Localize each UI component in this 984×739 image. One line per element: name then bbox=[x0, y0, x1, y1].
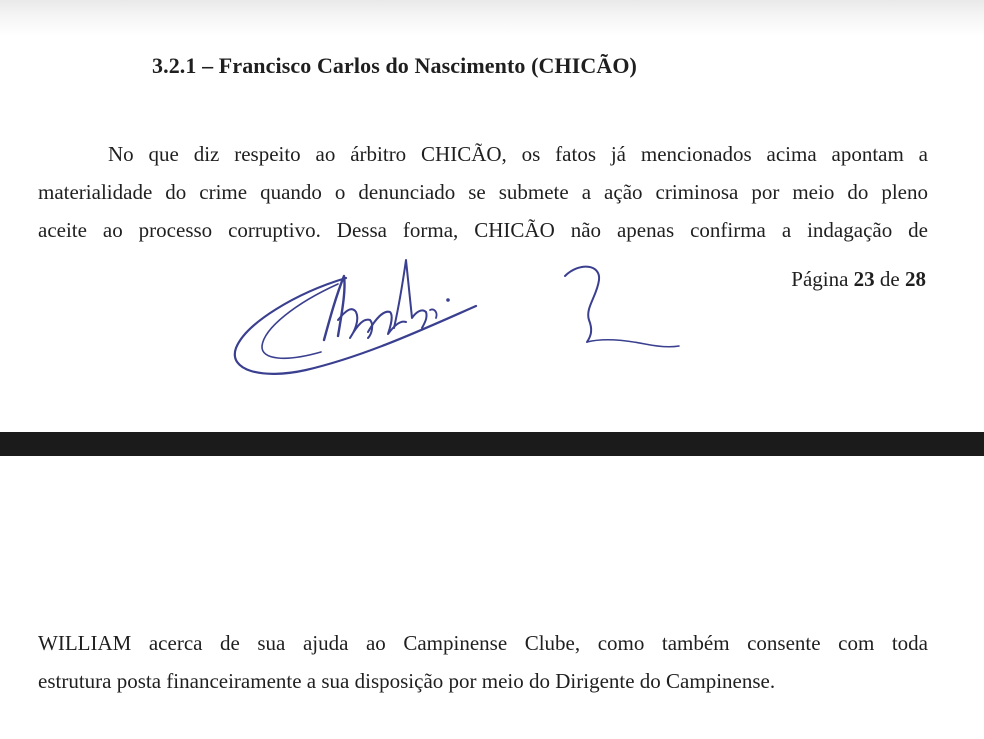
paragraph-line: estrutura posta financeiramente a sua disposição por meio do Dirigente do Campinense. bbox=[38, 669, 776, 693]
section-heading: 3.2.1 – Francisco Carlos do Nascimento (CHICÃO) bbox=[152, 53, 637, 78]
page-number-separator: de bbox=[879, 267, 900, 291]
page-number-current: 23 bbox=[853, 267, 875, 291]
page-break-bar bbox=[0, 432, 984, 456]
paragraph-line: materialidade do crime quando o denunciado se submete a ação criminosa por meio do pleno bbox=[38, 180, 928, 204]
page-number-total: 28 bbox=[905, 267, 926, 291]
paragraph-line: No que diz respeito ao árbitro CHICÃO, os fatos já mencionados acima apontam a bbox=[108, 142, 928, 166]
signature-icon bbox=[226, 248, 486, 383]
document-page-bottom bbox=[0, 456, 984, 739]
page-number-prefix: Página bbox=[791, 267, 849, 291]
paragraph-top bbox=[38, 135, 928, 249]
page-number bbox=[791, 267, 926, 292]
paragraph-line: aceite ao processo corruptivo. Dessa forma, CHICÃO não apenas confirma a indagação de bbox=[38, 218, 928, 242]
paragraph-bottom bbox=[38, 624, 928, 700]
initials-icon bbox=[555, 258, 685, 358]
paragraph-line: WILLIAM acerca de sua ajuda ao Campinense Clube, como também consente com toda bbox=[38, 631, 928, 655]
